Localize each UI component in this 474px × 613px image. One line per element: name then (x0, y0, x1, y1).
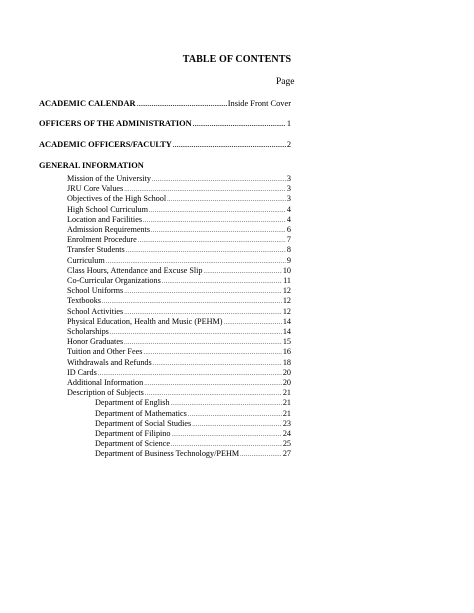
toc-entry-page: 3 (286, 184, 291, 194)
toc-entry-page: 12 (282, 296, 291, 306)
toc-entry-officers-administration (39, 119, 291, 130)
toc-entry-label: ACADEMIC CALENDAR (39, 99, 136, 108)
toc-entry-label: Location and Facilities (67, 214, 143, 224)
toc-entry-page: 14 (282, 327, 291, 336)
toc-entry-page: 9 (286, 255, 291, 265)
toc-entry-label: Description of Subjects (67, 388, 144, 398)
toc-entry-page: 12 (282, 286, 291, 296)
page-title: TABLE OF CONTENTS (182, 54, 292, 65)
toc-entry-label: Class Hours, Attendance and Excuse Slip (67, 265, 203, 275)
leader-dots (173, 141, 286, 151)
leader-dots (137, 100, 227, 110)
toc-entry-label: Physical Education, Health and Music (PEHM) (67, 316, 223, 326)
toc-entry-label: Honor Graduates (67, 337, 124, 347)
toc-entry-label: Department of English (95, 398, 170, 408)
toc-entry-label: ID Cards (67, 367, 97, 377)
toc-entry-page: 12 (282, 306, 291, 316)
toc-entry-page: 21 (282, 388, 291, 398)
toc-entry-page: 6 (286, 225, 291, 234)
toc-entry-label: Department of Social Studies (95, 418, 192, 428)
toc-entry-label: Withdrawals and Refunds (67, 357, 152, 367)
toc-entry-page: 4 (286, 214, 291, 224)
toc-entry-page: 25 (282, 439, 291, 449)
toc-entry-page: 7 (286, 235, 291, 245)
toc-entry-page: 2 (286, 140, 291, 149)
toc-entry-page: 16 (282, 347, 291, 357)
toc-entry-page: 21 (282, 398, 291, 408)
toc-entry-page: 1 (286, 119, 291, 128)
toc-entry-label: Transfer Students (67, 245, 125, 255)
toc-entry-label: Curriculum (67, 255, 105, 265)
toc-entry-label: Objectives of the High School (67, 194, 167, 204)
toc-entry-academic-officers (39, 140, 291, 151)
toc-entry-page: 27 (282, 449, 291, 459)
toc-entry-page: 15 (282, 337, 291, 347)
toc-entry-label: Department of Filipino (95, 429, 171, 438)
toc-entry-label: School Uniforms (67, 286, 124, 296)
toc-entry-page: 4 (286, 204, 291, 214)
toc-entry-label: Scholarships (67, 327, 109, 336)
toc-entry-page: 3 (286, 194, 291, 204)
toc-entry-page: 3 (286, 174, 291, 183)
toc-entry-label: OFFICERS OF THE ADMINISTRATION (39, 119, 192, 128)
leader-dots (193, 120, 286, 130)
toc-entry-page: 24 (282, 429, 291, 438)
toc-entry-label: Admission Requirements (67, 225, 151, 234)
toc-entry-label: Department of Mathematics (95, 408, 187, 418)
toc-entry-page: 20 (282, 378, 291, 387)
toc-entry-page: 18 (282, 357, 291, 367)
leader-dots (240, 450, 282, 460)
toc-entry-page: 23 (282, 418, 291, 428)
toc-entry-label: Tuition and Other Fees (67, 347, 143, 357)
toc-entry (95, 449, 291, 460)
toc-entry-label: Department of Business Technology/PEHM (95, 449, 240, 459)
toc-entry-page: 14 (282, 316, 291, 326)
toc-entry-academic-calendar (39, 99, 291, 110)
toc-entry-page: 21 (282, 408, 291, 418)
toc-entry-label: Department of Science (95, 439, 171, 449)
toc-entry-label: Co-Curricular Organizations (67, 276, 161, 285)
toc-entry-page: 8 (286, 245, 291, 255)
section-heading-general-information: GENERAL INFORMATION (39, 161, 144, 170)
toc-entry-label: Enrolment Procedure (67, 235, 137, 245)
toc-entry-label: Additional Information (67, 378, 144, 387)
toc-entry-label: Mission of the University (67, 174, 151, 183)
toc-entry-label: Textbooks (67, 296, 101, 306)
toc-entry-label: ACADEMIC OFFICERS/FACULTY (39, 140, 172, 149)
toc-entry-page: Inside Front Cover (227, 99, 291, 108)
toc-entry-label: School Activities (67, 306, 124, 316)
toc-entry-label: JRU Core Values (67, 184, 124, 194)
page-column-header: Page (276, 77, 295, 87)
toc-entry-page: 10 (282, 265, 291, 275)
toc-entry-label: High School Curriculum (67, 204, 148, 214)
toc-entry-page: 20 (282, 367, 291, 377)
toc-entry-page: 11 (283, 276, 291, 285)
